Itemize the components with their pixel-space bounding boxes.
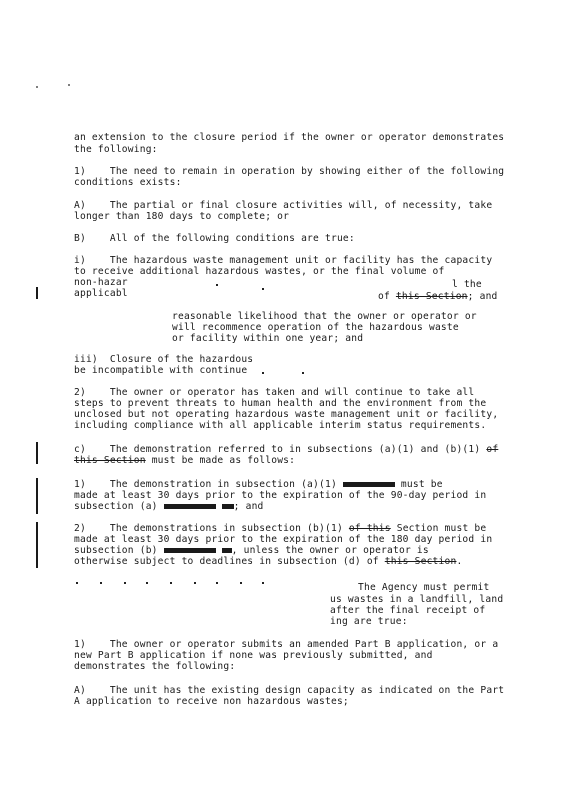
scan-mark xyxy=(302,372,304,374)
text-span: ; and xyxy=(467,291,498,302)
revision-bar xyxy=(36,287,38,299)
scan-mark xyxy=(240,582,242,584)
text-span: Section must be xyxy=(390,523,487,534)
text-span: must be xyxy=(394,479,443,490)
text-line: ing are true: xyxy=(330,616,408,627)
text-line: longer than 180 days to complete; or xyxy=(74,211,290,222)
text-span: 1) The demonstration in subsection (a)(1) xyxy=(74,479,343,490)
text-line: 1) The owner or operator submits an amended Part B application, or a xyxy=(74,639,499,650)
text-line xyxy=(378,292,498,302)
deleted-text: of this xyxy=(348,523,391,534)
redaction-mark xyxy=(222,548,232,553)
text-span: of xyxy=(378,291,396,302)
scan-mark xyxy=(194,582,196,584)
text-line: made at least 30 days prior to the expiration of the 90-day period in xyxy=(74,490,487,501)
text-line: iii) Closure of the hazardous xyxy=(74,354,254,365)
scan-speck xyxy=(68,84,70,86)
text-span: subsection (a) xyxy=(74,501,164,512)
text-line: reasonable likelihood that the owner or operator or xyxy=(172,311,477,322)
scan-mark xyxy=(124,582,126,584)
text-line: will recommence operation of the hazardous waste xyxy=(172,322,459,333)
revision-bar xyxy=(36,442,38,464)
text-line xyxy=(74,546,429,556)
text-line xyxy=(74,524,486,534)
text-line: i) The hazardous waste management unit or facility has the capacity xyxy=(74,255,493,266)
text-line: including compliance with all applicable interim status requirements. xyxy=(74,420,487,431)
scan-mark xyxy=(216,582,218,584)
redaction-mark xyxy=(164,504,216,509)
redaction-mark xyxy=(343,482,395,487)
text-line: conditions exists: xyxy=(74,177,182,188)
text-line: be incompatible with continue xyxy=(74,365,248,376)
scan-mark xyxy=(262,372,264,374)
text-line xyxy=(74,502,264,512)
scan-mark xyxy=(216,284,218,286)
text-line: or facility within one year; and xyxy=(172,333,364,344)
text-line xyxy=(74,456,295,466)
text-span: must be made as follows: xyxy=(145,455,296,466)
text-line: applicabl xyxy=(74,288,128,299)
scan-mark xyxy=(76,582,78,584)
deleted-text: this Section xyxy=(395,291,468,302)
text-line: the following: xyxy=(74,144,158,155)
text-line: unclosed but not operating hazardous waste management unit or facility, xyxy=(74,409,499,420)
text-line xyxy=(74,557,462,567)
text-line: The Agency must permit xyxy=(358,582,490,593)
deleted-text: this Section xyxy=(74,455,146,466)
text-span: otherwise subject to deadlines in subsection (d) of xyxy=(74,556,385,567)
text-span: subsection (b) xyxy=(74,545,164,556)
text-line: B) All of the following conditions are true: xyxy=(74,233,355,244)
text-line: 1) The need to remain in operation by showing either of the following xyxy=(74,166,505,177)
scan-mark xyxy=(146,582,148,584)
scan-speck xyxy=(36,86,38,88)
scan-mark xyxy=(262,582,264,584)
deleted-text: of xyxy=(486,444,499,455)
text-span: 2) The demonstrations in subsection (b)(1) xyxy=(74,523,349,534)
text-line: l the xyxy=(452,279,482,290)
deleted-text: this Section xyxy=(384,556,457,567)
scan-mark xyxy=(100,582,102,584)
text-line: non-hazar xyxy=(74,277,128,288)
scan-mark xyxy=(170,582,172,584)
text-line: 2) The owner or operator has taken and will continue to take all xyxy=(74,387,475,398)
text-line: an extension to the closure period if the owner or operator demonstrates xyxy=(74,132,505,143)
text-span: ; and xyxy=(233,501,264,512)
text-line: made at least 30 days prior to the expiration of the 180 day period in xyxy=(74,534,493,545)
text-line xyxy=(74,480,443,490)
text-line xyxy=(74,445,498,455)
text-span: c) The demonstration referred to in subsections (a)(1) and (b)(1) xyxy=(74,444,487,455)
text-span: . xyxy=(456,556,463,567)
scan-mark xyxy=(262,288,264,290)
text-line: A) The partial or final closure activities will, of necessity, take xyxy=(74,200,493,211)
text-line: demonstrates the following: xyxy=(74,661,236,672)
text-line: steps to prevent threats to human health and the environment from the xyxy=(74,398,487,409)
text-line: us wastes in a landfill, land xyxy=(330,594,504,605)
text-line: to receive additional hazardous wastes, or the final volume of xyxy=(74,266,445,277)
revision-bar xyxy=(36,478,38,514)
text-line: A application to receive non hazardous wastes; xyxy=(74,696,349,707)
text-line: new Part B application if none was previously submitted, and xyxy=(74,650,433,661)
text-line: A) The unit has the existing design capacity as indicated on the Part xyxy=(74,685,505,696)
revision-bar xyxy=(36,522,38,568)
redaction-mark xyxy=(222,504,234,509)
text-line: after the final receipt of xyxy=(330,605,486,616)
redaction-mark xyxy=(164,548,216,553)
text-span: , unless the owner or operator is xyxy=(231,545,429,556)
